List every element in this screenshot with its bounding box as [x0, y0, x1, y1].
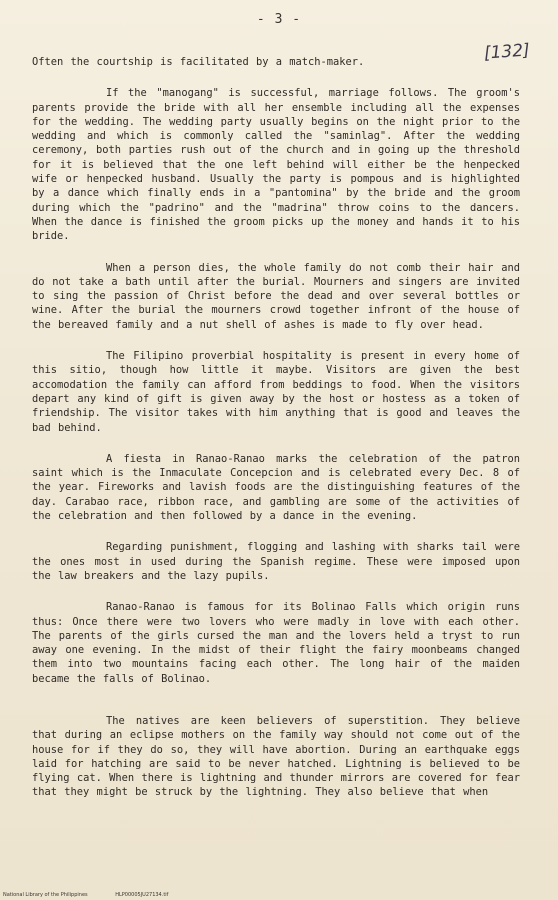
- paragraph-punishment: Regarding punishment, flogging and lashing with sharks tail were the ones most in used during the Spanish regime. These were imposed upon the law breakers and the lazy pupils.: [32, 541, 520, 582]
- paragraph-marriage: If the "manogang" is successful, marriage follows. The groom's parents provide the bride with all her ensemble including all the expenses for the wedding. The wedding party usually begins on the night prior to the wedding and which is commonly called the "saminlag". After the wedding ceremony, both parties rush out of the church and in going up the threshold for it is believed that the one left behind will either be the henpecked wife or henpecked husband. Usually the party is pompous and is highlighted by a dance which finally ends in a "pantomina" by the bride and the groom during which the "padrino" and the "madrina" throw coins to the dancers. When the dance is finished the groom picks up the money and hands it to his bride.: [32, 87, 520, 243]
- paragraph-hospitality: The Filipino proverbial hospitality is present in every home of this sitio, though how little it maybe. Visitors are given the best accomodation the family can afford from beddings to food. When the visitors depart any kind of gift is given away by the host or hostess as a token of friendship. The visitor takes with him anything that is good and leaves the bad behind.: [32, 350, 520, 434]
- paragraph-superstition: The natives are keen believers of superstition. They believe that during an eclipse mothers on the family way should not come out of the house for if they do so, they will have abortion. During an earthquake eggs laid for hatching are said to be never hatched. Lightning is believed to be flying cat. When there is lightning and thunder mirrors are covered for fear that they might be struck by the lightning. They also believe that when: [32, 714, 520, 799]
- paragraph-fiesta: A fiesta in Ranao-Ranao marks the celebration of the patron saint which is the Inmaculate Concepcion and is celebrated every Dec. 8 of the year. Fireworks and lavish foods are the distinguishing features of the day. Carabao race, ribbon race, and gambling are some of the activities of the celebration and then followed by a dance in the evening.: [32, 452, 520, 523]
- paragraph-bolinao-falls: Ranao-Ranao is famous for its Bolinao Falls which origin runs thus: Once there were two lovers who were madly in love with each other. The parents of the girls cursed the man and the lovers held a tryst to run away one evening. In the midst of their flight the fairy moonbeams changed them into two mountains facing each other. The long hair of the maiden became the falls of Bolinao.: [32, 601, 520, 685]
- footer-library: National Library of the Philippines: [3, 892, 88, 898]
- paragraph-courtship: Often the courtship is facilitated by a match-maker.: [32, 56, 365, 68]
- footer-reference: HLP00005JU27134.tif: [115, 892, 169, 898]
- paragraph-death-customs: When a person dies, the whole family do not comb their hair and do not take a bath until after the burial. Mourners and singers are invited to sing the passion of Christ before the dead and over several bottles or wine. After the burial the mourners crowd together infront of the house of the bereaved family and a nut shell of ashes is made to fly over head.: [32, 261, 520, 331]
- page-number: - 3 -: [256, 12, 302, 27]
- document-body: [32, 55, 520, 800]
- handwritten-page-mark: [132]: [483, 40, 531, 64]
- scan-footer: [3, 892, 168, 898]
